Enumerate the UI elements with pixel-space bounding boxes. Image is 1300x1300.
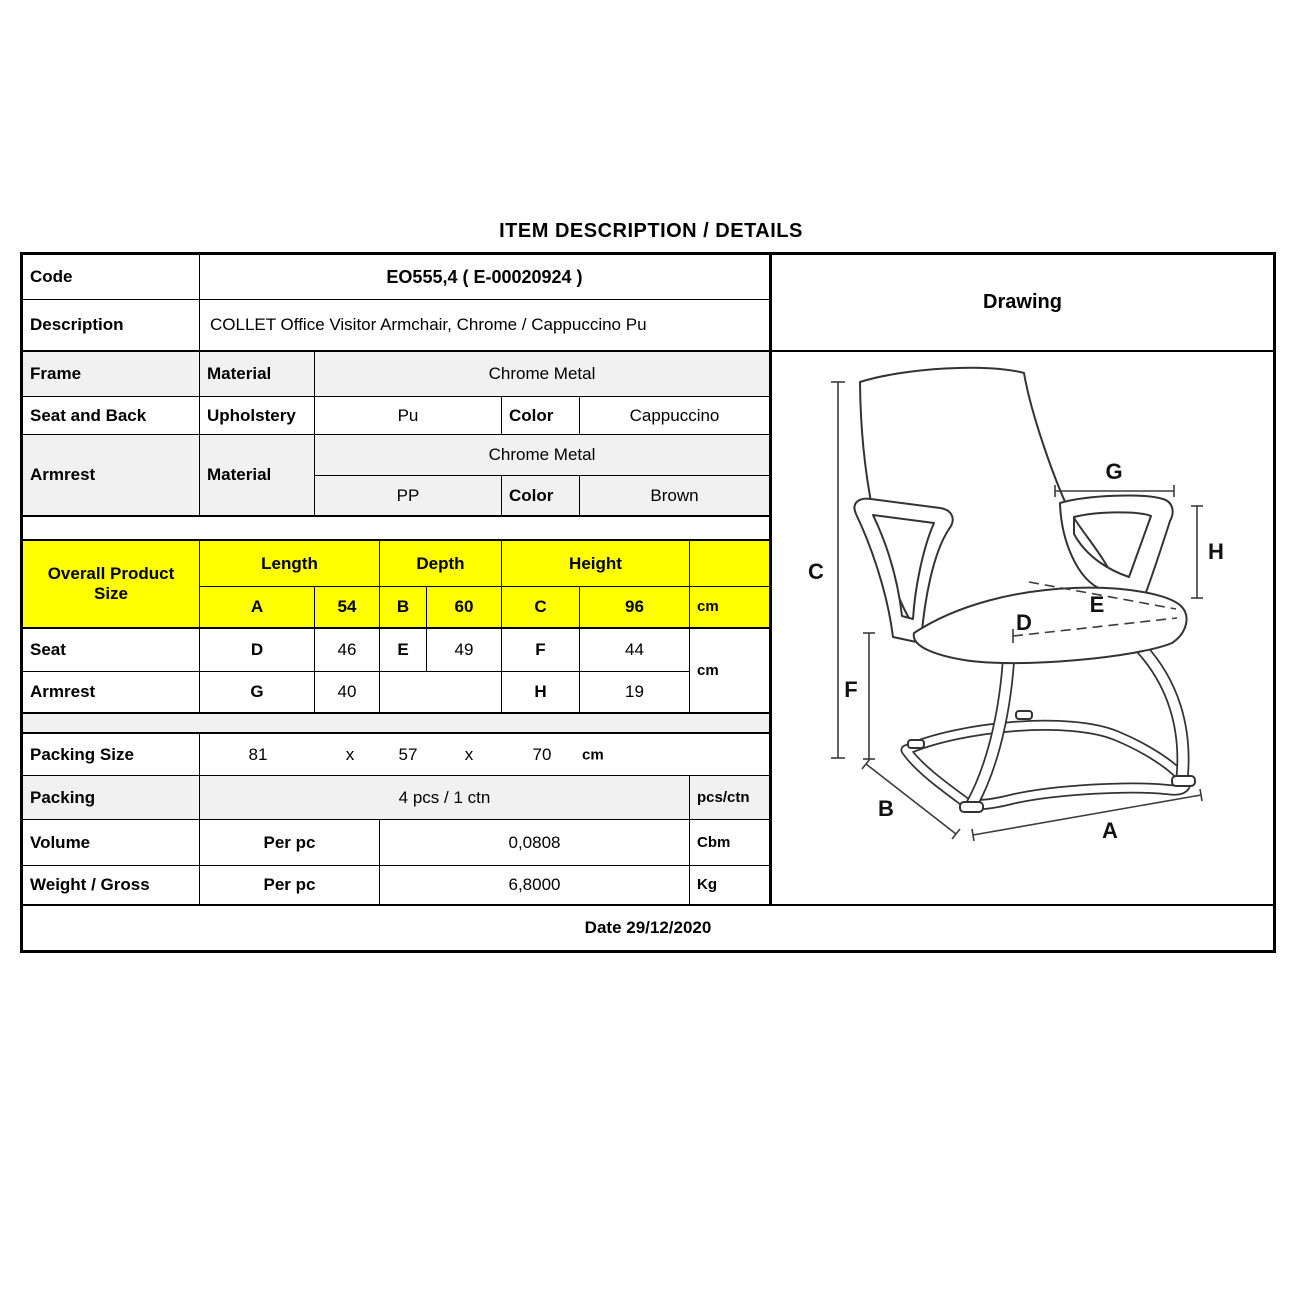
separator-row-2 <box>23 714 770 734</box>
caster <box>960 802 983 812</box>
seat-e-value: 49 <box>427 629 502 672</box>
overall-a-key: A <box>200 587 315 629</box>
spec-sheet <box>20 252 1276 953</box>
unit-header-empty <box>690 541 770 587</box>
armrest-h-value: 19 <box>580 672 690 714</box>
seat-d-value: 46 <box>315 629 380 672</box>
weight-per-pc: Per pc <box>200 866 380 906</box>
seat-e-key: E <box>380 629 427 672</box>
armrest-material-value: Chrome Metal <box>315 435 770 476</box>
packing-dim-1: 81 <box>248 744 268 764</box>
spec-table <box>23 255 770 906</box>
description-value: COLLET Office Visitor Armchair, Chrome / Cappuccino Pu <box>200 300 770 352</box>
armrest-attr-label: Material <box>200 435 315 517</box>
armrest-label: Armrest <box>23 435 200 517</box>
packing-dim-3: 70 <box>532 744 552 764</box>
overall-size-label: Overall Product Size <box>23 541 200 629</box>
dim-label-h: H <box>1208 539 1224 564</box>
depth-header: Depth <box>380 541 502 587</box>
date-row <box>23 906 1273 950</box>
seat-back-material-value: Pu <box>315 397 502 435</box>
upholstery-label: Upholstery <box>200 397 315 435</box>
weight-label: Weight / Gross <box>23 866 200 906</box>
dim-label-g: G <box>1105 459 1123 484</box>
overall-c-value: 96 <box>580 587 690 629</box>
packing-value: 4 pcs / 1 ctn <box>200 776 690 820</box>
overall-c-key: C <box>502 587 580 629</box>
packing-size-unit: cm <box>582 745 604 763</box>
dim-label-e: E <box>1089 592 1105 617</box>
dim-label-f: F <box>844 677 858 702</box>
dim-label-a: A <box>1102 818 1118 843</box>
seat-f-key: F <box>502 629 580 672</box>
base-pad <box>1016 711 1032 719</box>
code-label: Code <box>23 255 200 300</box>
weight-unit: Kg <box>690 866 770 906</box>
base-pad <box>908 740 924 748</box>
drawing-area <box>772 352 1273 906</box>
armrest-h-key: H <box>502 672 580 714</box>
overall-b-value: 60 <box>427 587 502 629</box>
separator-row <box>23 517 770 541</box>
drawing-panel <box>770 255 1273 906</box>
caster <box>1172 776 1195 786</box>
volume-label: Volume <box>23 820 200 866</box>
armrest-g-key: G <box>200 672 315 714</box>
weight-value: 6,8000 <box>380 866 690 906</box>
armrest-color-value: Brown <box>580 476 770 517</box>
armrest-g-value: 40 <box>315 672 380 714</box>
seat-back-color-label: Color <box>502 397 580 435</box>
seat-back-color-value: Cappuccino <box>580 397 770 435</box>
overall-unit: cm <box>690 587 770 629</box>
volume-value: 0,0808 <box>380 820 690 866</box>
overall-b-key: B <box>380 587 427 629</box>
packing-dim-2: 57 <box>398 744 418 764</box>
packing-unit: pcs/ctn <box>690 776 770 820</box>
armrest-empty-cell <box>380 672 502 714</box>
overall-a-value: 54 <box>315 587 380 629</box>
frame-label: Frame <box>23 352 200 397</box>
length-header: Length <box>200 541 380 587</box>
page-title: ITEM DESCRIPTION / DETAILS <box>499 220 803 242</box>
armrest-dims-label: Armrest <box>23 672 200 714</box>
dim-label-d: D <box>1016 610 1032 635</box>
volume-unit: Cbm <box>690 820 770 866</box>
chair-drawing <box>772 352 1275 904</box>
frame-material-value: Chrome Metal <box>315 352 770 397</box>
packing-size-values <box>200 734 770 776</box>
armrest-color-label: Color <box>502 476 580 517</box>
packing-size-label: Packing Size <box>23 734 200 776</box>
seat-back-label: Seat and Back <box>23 397 200 435</box>
packing-x-2: x <box>464 744 474 764</box>
packing-label: Packing <box>23 776 200 820</box>
frame-attr-label: Material <box>200 352 315 397</box>
armrest-material2-value: PP <box>315 476 502 517</box>
dim-label-b: B <box>878 796 894 821</box>
seat-d-key: D <box>200 629 315 672</box>
dim-label-c: C <box>808 559 824 584</box>
volume-per-pc: Per pc <box>200 820 380 866</box>
date-text: Date 29/12/2020 <box>584 918 712 937</box>
code-value: EO555,4 ( E-00020924 ) <box>200 255 770 300</box>
packing-x-1: x <box>345 744 355 764</box>
seat-dims-label: Seat <box>23 629 200 672</box>
drawing-header: Drawing <box>772 255 1273 352</box>
seat-f-value: 44 <box>580 629 690 672</box>
dims-unit: cm <box>690 629 770 714</box>
description-label: Description <box>23 300 200 352</box>
height-header: Height <box>502 541 690 587</box>
